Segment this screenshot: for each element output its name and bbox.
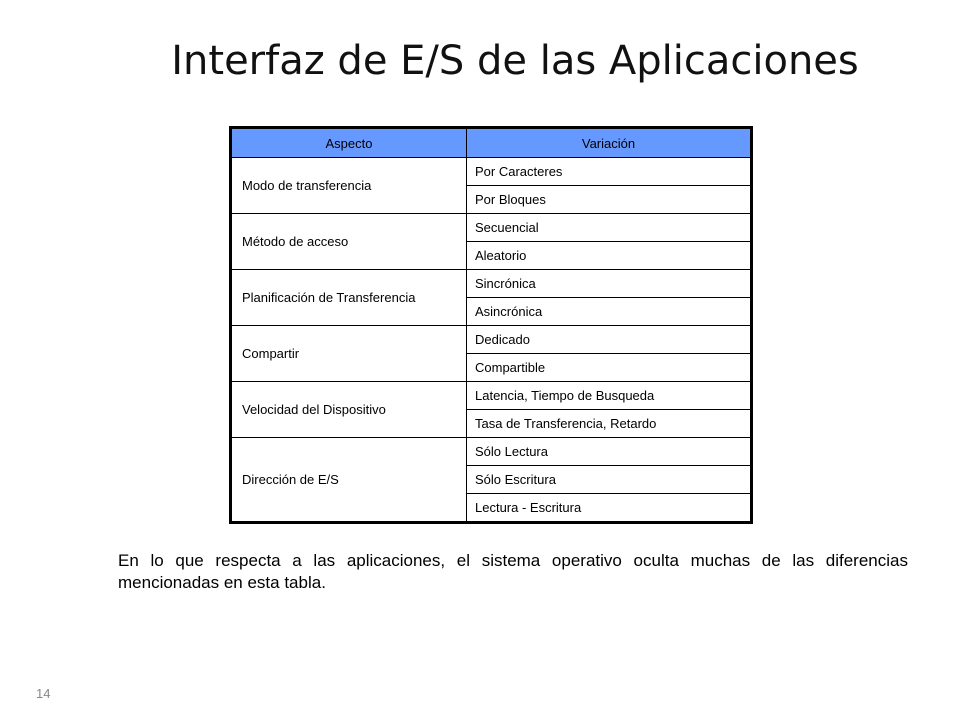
table-header-row (231, 128, 752, 158)
aspect-cell: Compartir (231, 326, 467, 382)
io-aspects-table (229, 126, 753, 524)
table-row (231, 158, 752, 186)
aspect-cell: Modo de transferencia (231, 158, 467, 214)
variation-cell: Tasa de Transferencia, Retardo (467, 410, 752, 438)
table-row (231, 438, 752, 466)
aspect-cell: Planificación de Transferencia (231, 270, 467, 326)
variation-cell: Por Bloques (467, 186, 752, 214)
table-row (231, 382, 752, 410)
page-number: 14 (36, 686, 51, 701)
table-row (231, 270, 752, 298)
variation-cell: Por Caracteres (467, 158, 752, 186)
slide-title: Interfaz de E/S de las Aplicaciones (171, 38, 859, 84)
aspect-cell: Velocidad del Dispositivo (231, 382, 467, 438)
variation-cell: Sincrónica (467, 270, 752, 298)
explanation-paragraph: En lo que respecta a las aplicaciones, el sistema operativo oculta muchas de las diferencias mencionadas en esta tabla. (118, 551, 908, 592)
variation-cell: Aleatorio (467, 242, 752, 270)
variation-cell: Sólo Escritura (467, 466, 752, 494)
variation-cell: Dedicado (467, 326, 752, 354)
variation-cell: Latencia, Tiempo de Busqueda (467, 382, 752, 410)
variation-cell: Asincrónica (467, 298, 752, 326)
aspect-cell: Método de acceso (231, 214, 467, 270)
table-row (231, 326, 752, 354)
table-row (231, 214, 752, 242)
aspect-cell: Dirección de E/S (231, 438, 467, 523)
variation-cell: Secuencial (467, 214, 752, 242)
header-aspecto: Aspecto (231, 128, 467, 158)
header-variacion: Variación (467, 128, 752, 158)
variation-cell: Lectura - Escritura (467, 494, 752, 523)
variation-cell: Sólo Lectura (467, 438, 752, 466)
variation-cell: Compartible (467, 354, 752, 382)
